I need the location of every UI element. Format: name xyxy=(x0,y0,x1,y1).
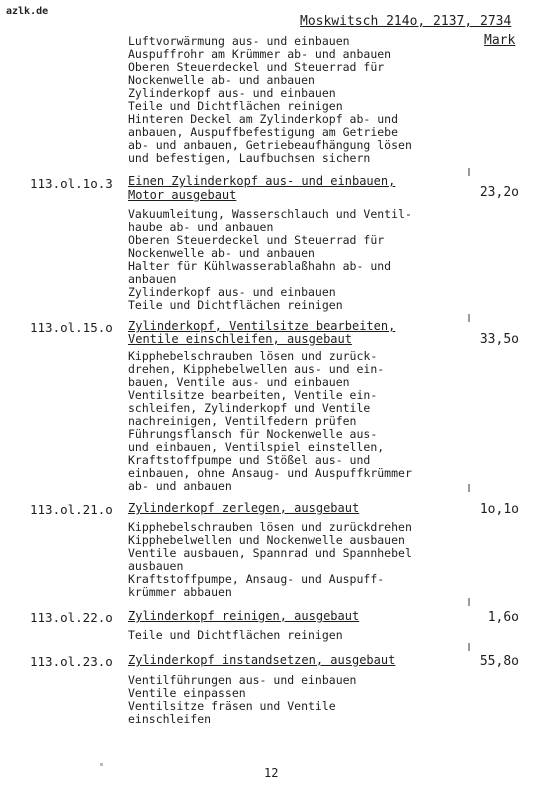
entry-line: drehen, Kipphebelwellen aus- und ein- xyxy=(128,362,385,376)
column-separator-mark xyxy=(468,598,470,606)
entry-line: haube ab- und anbauen xyxy=(128,220,274,234)
entry-price: 33,5o xyxy=(479,332,519,347)
entry-line: Zylinderkopf aus- und einbauen xyxy=(128,285,336,299)
entry-title: Einen Zylinderkopf aus- und einbauen, xyxy=(128,174,396,188)
column-separator-mark xyxy=(468,168,470,176)
scan-speck xyxy=(100,763,103,766)
entry-line: und einbauen, Ventilspiel einstellen, xyxy=(128,440,385,454)
entry-line: Kipphebelwellen und Nockenwelle ausbauen xyxy=(128,533,405,547)
intro-line: Hinteren Deckel am Zylinderkopf ab- und xyxy=(128,112,399,126)
entry-line: Oberen Steuerdeckel und Steuerrad für xyxy=(128,233,385,247)
entry-line: Halter für Kühlwasserablaßhahn ab- und xyxy=(128,259,392,273)
entry-line: Ventile ausbauen, Spannrad und Spannhebel xyxy=(128,546,412,560)
entry-line: Teile und Dichtflächen reinigen xyxy=(128,628,343,642)
entry-title: Zylinderkopf instandsetzen, ausgebaut xyxy=(128,653,396,667)
entry-code: 113.ol.1o.3 xyxy=(30,176,113,191)
intro-line: Luftvorwärmung aus- und einbauen xyxy=(128,34,350,48)
watermark-text: azlk.de xyxy=(6,6,49,17)
price-column-header: Mark xyxy=(484,33,516,48)
entry-line: ausbauen xyxy=(128,559,184,573)
entry-line: schleifen, Zylinderkopf und Ventile xyxy=(128,401,371,415)
entry-line: bauen, Ventile aus- und einbauen xyxy=(128,375,350,389)
intro-line: Teile und Dichtflächen reinigen xyxy=(128,99,343,113)
entry-line: einschleifen xyxy=(128,712,212,726)
intro-line: ab- und anbauen, Getriebeaufhängung lösen xyxy=(128,138,412,152)
entry-line: nachreinigen, Ventilfedern prüfen xyxy=(128,414,357,428)
entry-price: 1,6o xyxy=(487,610,519,625)
intro-line: Oberen Steuerdeckel und Steuerrad für xyxy=(128,60,385,74)
entry-line: Ventile einpassen xyxy=(128,686,246,700)
entry-line: anbauen xyxy=(128,272,177,286)
entry-line: Kipphebelschrauben lösen und zurück- xyxy=(128,349,378,363)
entry-title: Zylinderkopf zerlegen, ausgebaut xyxy=(128,501,360,515)
entry-line: Teile und Dichtflächen reinigen xyxy=(128,298,343,312)
column-separator-mark xyxy=(468,484,470,492)
column-separator-mark xyxy=(468,643,470,651)
entry-line: Vakuumleitung, Wasserschlauch und Ventil- xyxy=(128,207,412,221)
intro-line: anbauen, Auspuffbefestigung am Getriebe xyxy=(128,125,399,139)
intro-line: Auspuffrohr am Krümmer ab- und anbauen xyxy=(128,47,392,61)
entry-line: Führungsflansch für Nockenwelle aus- xyxy=(128,427,378,441)
entry-price: 23,2o xyxy=(479,185,519,200)
entry-line: einbauen, ohne Ansaug- und Auspuffkrümmer xyxy=(128,466,412,480)
entry-code: 113.ol.23.o xyxy=(30,654,113,669)
entry-line: Kraftstoffpumpe, Ansaug- und Auspuff- xyxy=(128,572,385,586)
document-header-title: Moskwitsch 214o, 2137, 2734 xyxy=(300,14,512,29)
entry-price: 1o,1o xyxy=(479,502,519,517)
column-separator-mark xyxy=(468,314,470,322)
entry-title: Zylinderkopf, Ventilsitze bearbeiten, xyxy=(128,319,396,333)
entry-line: krümmer abbauen xyxy=(128,585,232,599)
entry-line: Ventilführungen aus- und einbauen xyxy=(128,673,357,687)
entry-line: Nockenwelle ab- und anbauen xyxy=(128,246,315,260)
entry-line: Ventilsitze bearbeiten, Ventile ein- xyxy=(128,388,378,402)
entry-code: 113.ol.21.o xyxy=(30,502,113,517)
entry-title: Zylinderkopf reinigen, ausgebaut xyxy=(128,609,360,623)
intro-line: Nockenwelle ab- und anbauen xyxy=(128,73,315,87)
intro-line: und befestigen, Laufbuchsen sichern xyxy=(128,151,371,165)
entry-line: Kipphebelschrauben lösen und zurückdrehen xyxy=(128,520,412,534)
entry-code: 113.ol.22.o xyxy=(30,610,113,625)
entry-line: ab- und anbauen xyxy=(128,479,232,493)
entry-title: Ventile einschleifen, ausgebaut xyxy=(128,332,352,346)
entry-line: Ventilsitze fräsen und Ventile xyxy=(128,699,336,713)
entry-price: 55,8o xyxy=(479,654,519,669)
entry-code: 113.ol.15.o xyxy=(30,320,113,335)
entry-line: Kraftstoffpumpe und Stößel aus- und xyxy=(128,453,371,467)
entry-title: Motor ausgebaut xyxy=(128,188,237,202)
page-number: 12 xyxy=(264,766,279,780)
intro-line: Zylinderkopf aus- und einbauen xyxy=(128,86,336,100)
